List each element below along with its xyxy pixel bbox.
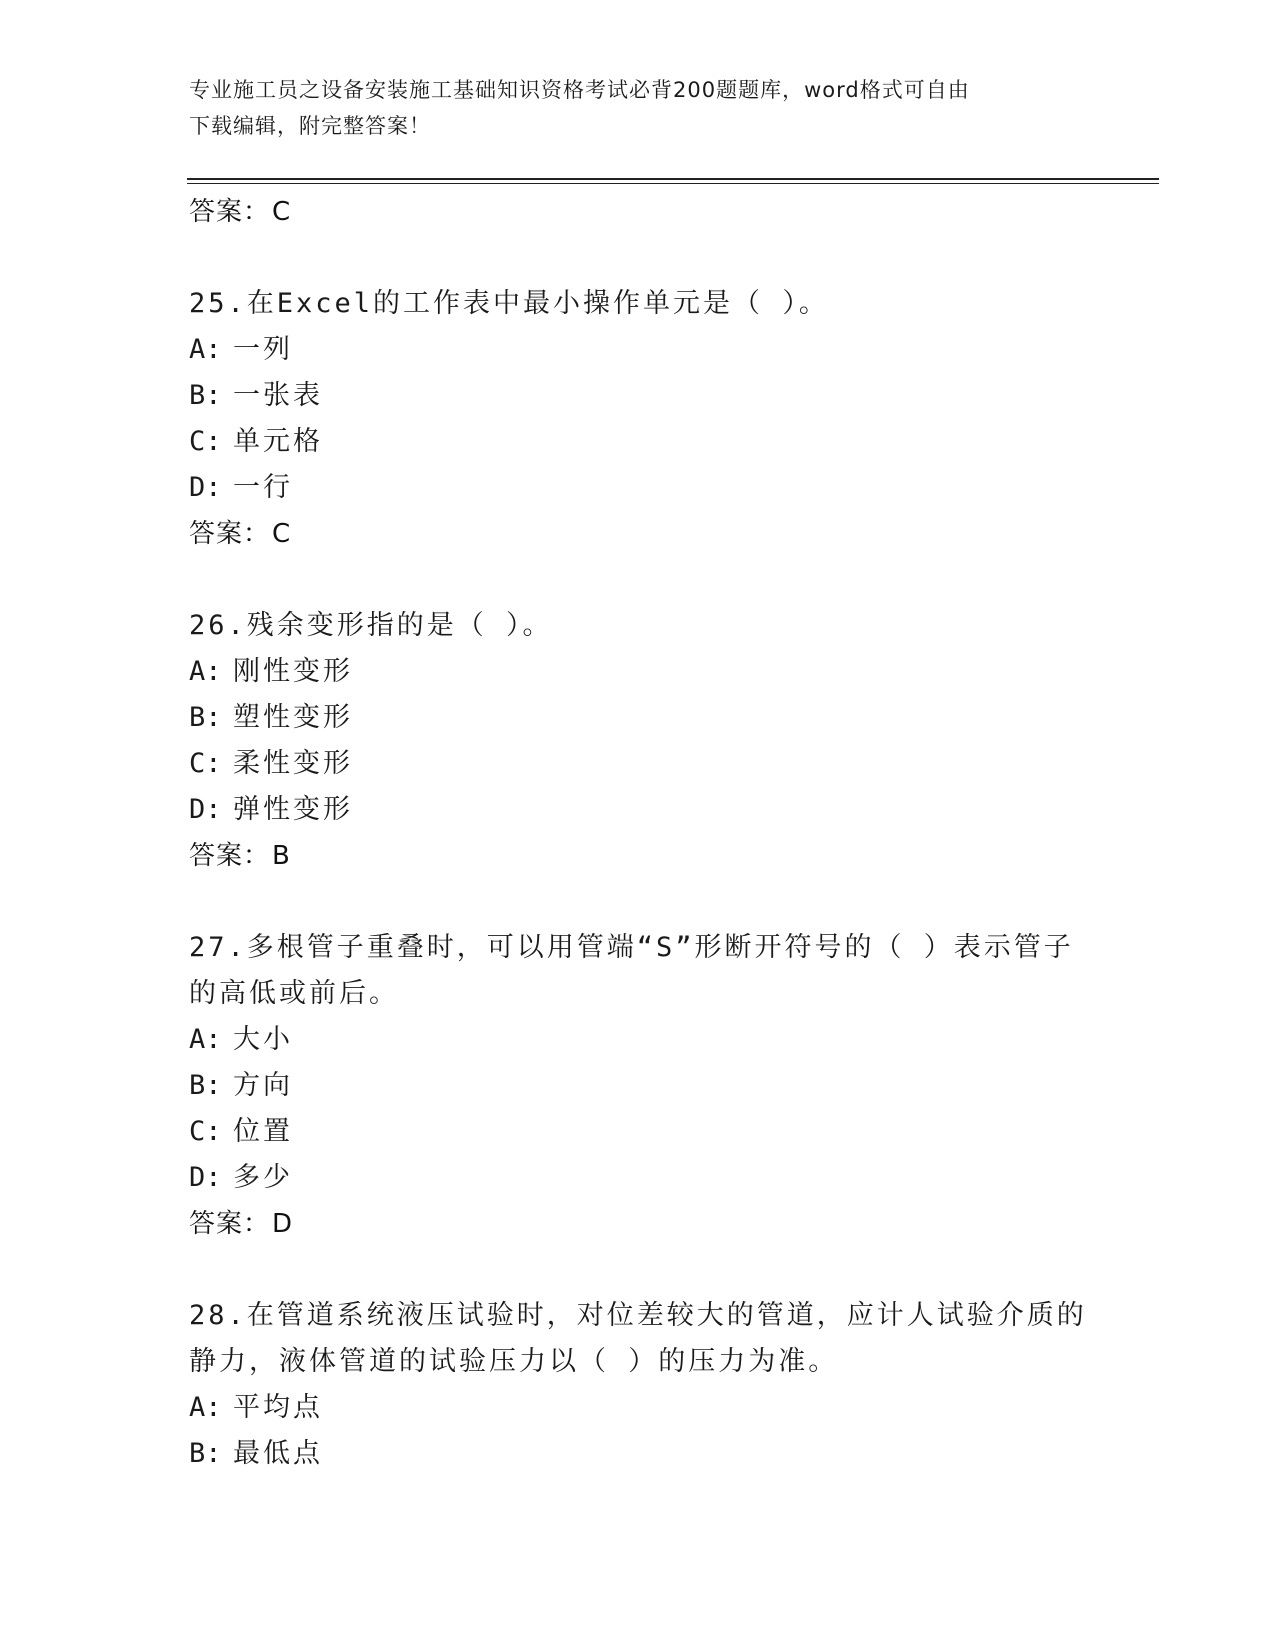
option-c [189,1109,1089,1155]
option-text: 平均点 [233,1392,323,1423]
option-key: B: [189,702,222,733]
option-b [189,1431,1089,1477]
option-key: A: [189,334,222,365]
answer-label: 答案： [189,841,271,871]
option-text: 一列 [233,334,293,365]
option-text: 塑性变形 [233,702,353,733]
document-header [189,72,1089,144]
question-text: 多根管子重叠时，可以用管端“S”形断开符号的（ ）表示管子的高低或前后。 [189,932,1074,1009]
option-a [189,1017,1089,1063]
option-key: A: [189,1024,222,1055]
option-key: B: [189,380,222,411]
option-text: 一行 [233,472,293,503]
question-text: 残余变形指的是（ ）。 [246,610,553,641]
option-a [189,1385,1089,1431]
option-text: 单元格 [233,426,323,457]
answer-value: C [272,519,292,549]
question-list [189,189,1089,1477]
option-text: 大小 [233,1024,293,1055]
option-text: 方向 [233,1070,293,1101]
option-key: A: [189,1392,222,1423]
question-text: 在Excel的工作表中最小操作单元是（ ）。 [246,288,829,319]
option-text: 一张表 [233,380,323,411]
answer-value: C [272,197,292,227]
option-b [189,1063,1089,1109]
question-28 [189,1293,1089,1385]
question-number: 28. [189,1300,247,1331]
header-rule-thick [187,178,1159,180]
previous-answer [189,189,1089,235]
option-text: 位置 [233,1116,293,1147]
header-rule-thin [187,183,1159,184]
option-text: 多少 [233,1162,293,1193]
header-line-1: 专业施工员之设备安装施工基础知识资格考试必背200题题库，word格式可自由 [189,78,970,102]
answer-label: 答案： [189,1209,271,1239]
option-text: 最低点 [233,1438,323,1469]
option-text: 刚性变形 [233,656,353,687]
option-key: D: [189,794,222,825]
option-text: 柔性变形 [233,748,353,779]
option-a [189,649,1089,695]
option-c [189,419,1089,465]
answer-26 [189,833,1089,879]
option-key: C: [189,748,222,779]
option-key: B: [189,1070,222,1101]
option-text: 弹性变形 [233,794,353,825]
answer-value: D [272,1209,294,1239]
option-key: D: [189,1162,222,1193]
question-number: 25. [189,288,247,319]
question-25 [189,281,1089,327]
question-number: 26. [189,610,247,641]
option-key: C: [189,426,222,457]
option-key: C: [189,1116,222,1147]
option-key: D: [189,472,222,503]
answer-label: 答案： [189,519,271,549]
answer-25 [189,511,1089,557]
question-26 [189,603,1089,649]
option-a [189,327,1089,373]
option-b [189,695,1089,741]
option-b [189,373,1089,419]
option-c [189,741,1089,787]
question-text: 在管道系统液压试验时，对位差较大的管道，应计人试验介质的静力，液体管道的试验压力以（ ）的压力为准。 [189,1300,1087,1377]
option-d [189,787,1089,833]
header-line-2: 下载编辑，附完整答案！ [189,114,431,138]
answer-label: 答案： [189,197,271,227]
option-key: B: [189,1438,222,1469]
question-27 [189,925,1089,1017]
answer-value: B [272,841,291,871]
question-number: 27. [189,932,247,963]
option-d [189,1155,1089,1201]
answer-27 [189,1201,1089,1247]
option-d [189,465,1089,511]
option-key: A: [189,656,222,687]
